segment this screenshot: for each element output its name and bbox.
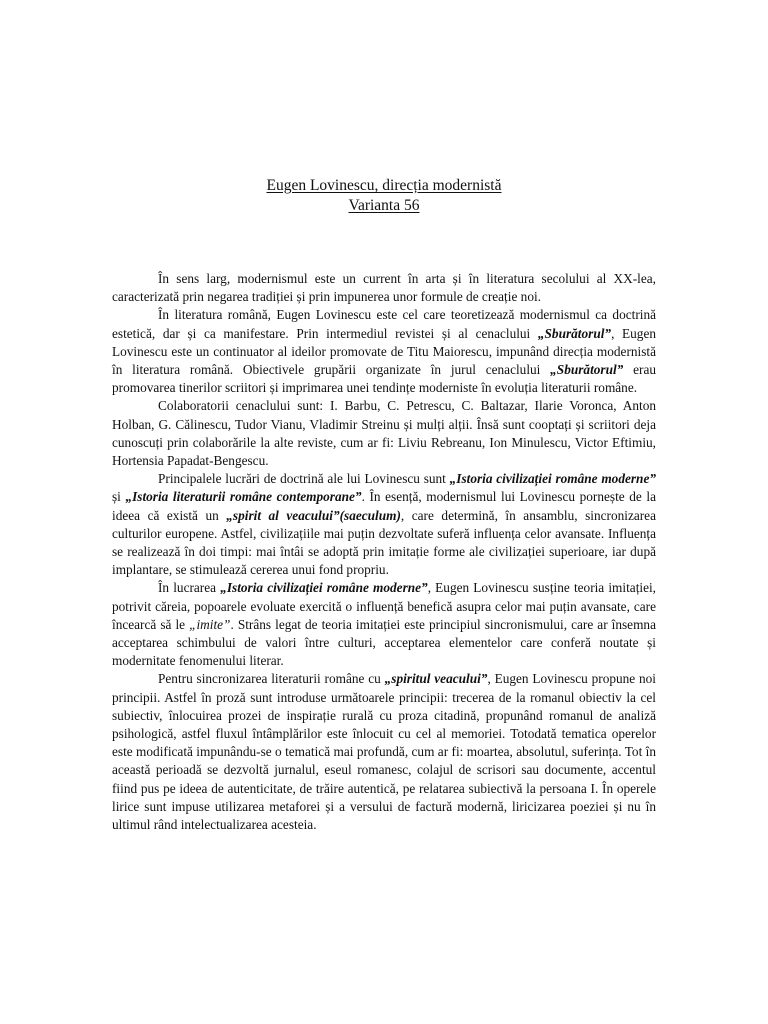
paragraph-text: Colaboratorii cenaclului sunt: I. Barbu, C. Petrescu, C. Baltazar, Ilarie Voronca, Anton Holban, G. Călinescu, Tudor Vianu, Vladimir Streinu și mulți alții. Însă sunt cooptați și scriitori deja cunoscuți prin colaborările la alte reviste, cum ar fi: Liviu Rebreanu, Ion Minulescu, Victor Eftimiu, Hortensia Papadat-Bengescu. — [112, 398, 656, 469]
paragraph-text: Pentru sincronizarea literaturii române cu — [158, 671, 385, 687]
paragraph-text: În sens larg, modernismul este un current în arta și în literatura secolului al XX-lea, caracterizată prin negarea tradiției și prin impunerea unor formule de creație noi. — [112, 271, 656, 305]
document-title: Eugen Lovinescu, direcția modernistă — [266, 177, 502, 194]
emphasized-text: „Istoria civilizației române moderne” — [449, 471, 656, 487]
emphasized-text: „imite” — [189, 616, 231, 632]
document-body — [112, 270, 656, 834]
paragraph — [112, 397, 656, 470]
paragraph-text: , Eugen Lovinescu susține teoria imitației, potrivit căreia, popoarele evoluate exercită o influență benefică asupra celor mai puțin avansate, care încearcă să le — [112, 580, 657, 632]
paragraph-text: , Eugen Lovinescu propune noi principii. Astfel în proză sunt introduse următoarele principii: trecerea de la romanul obiectiv la cel subiectiv, înlocuirea prozei de inspirație rurală cu proza citadină, propunând romanul de analiză psihologică, astfel fluxul întâmplărilor este înlocuit cu cel al memoriei. Totodată tematica operelor este modificată impunându-se o tematică mai profundă, cum ar fi: moartea, absolutul, suferința. Tot în această perioadă se dezvoltă jurnalul, eseul romanesc, colajul de scrisori sau documente, accentul fiind pus pe ideea de autenticitate, de trăire autentică, pe relatarea subiectivă la persoana I. În operele lirice sunt impuse utilizarea metaforei și a versului de factură modernă, liricizarea poeziei și nu în ultimul rând intelectualizarea acesteia. — [112, 671, 657, 833]
paragraph-text: și — [112, 489, 126, 505]
document-subtitle: Varianta 56 — [348, 197, 420, 214]
emphasized-text: „Istoria literaturii române contemporane” — [125, 489, 362, 505]
paragraph — [112, 306, 656, 397]
emphasized-text: „spirit al veacului”(saeculum) — [226, 507, 401, 523]
paragraph-text: , care determină, în ansamblu, sincronizarea culturilor europene. Astfel, civilizațiile mai puțin dezvoltate suferă influența celor avansate. Influența se realizează în doi timpi: mai întâi se adoptă prin imitație forme ale civilizației superioare, iar după implantare, se stimulează cererea unui fond propriu. — [112, 507, 656, 578]
paragraph — [112, 470, 656, 579]
paragraph-text: , Eugen Lovinescu este un continuator al ideilor promovate de Titu Maiorescu, impunând direcția modernistă în literatura română. Obiectivele grupării organizate în jurul cenaclului — [112, 325, 656, 378]
paragraph-text: În lucrarea — [158, 580, 221, 596]
paragraph-text: În literatura română, Eugen Lovinescu este cel care teoretizează modernismul ca doctrină estetică, dar și ca manifestare. Prin intermediul revistei și al cenaclului — [112, 307, 656, 341]
emphasized-text: „Sburătorul” — [550, 362, 624, 378]
paragraph — [112, 670, 656, 834]
emphasized-text: „spiritul veacului” — [384, 671, 488, 687]
paragraph-text: erau promovarea tinerilor scriitori și imprimarea unei tendințe moderniste în evoluția literaturii române. — [112, 362, 656, 396]
paragraph-text: Principalele lucrări de doctrină ale lui Lovinescu sunt — [158, 471, 450, 487]
emphasized-text: „Sburătorul” — [537, 325, 612, 341]
paragraph — [112, 579, 656, 670]
title-block — [0, 176, 768, 216]
paragraph-text: . Strâns legat de teoria imitației este principiul sincronismului, care ar însemna acceptarea schimbului de valori între culturi, acceptarea elementelor care conferă noutate și modernitate fenomenului literar. — [112, 616, 656, 669]
paragraph — [112, 270, 656, 306]
paragraph-text: . În esență, modernismul lui Lovinescu pornește de la ideea că există un — [112, 489, 656, 523]
emphasized-text: „Istoria civilizației române moderne” — [220, 580, 428, 596]
